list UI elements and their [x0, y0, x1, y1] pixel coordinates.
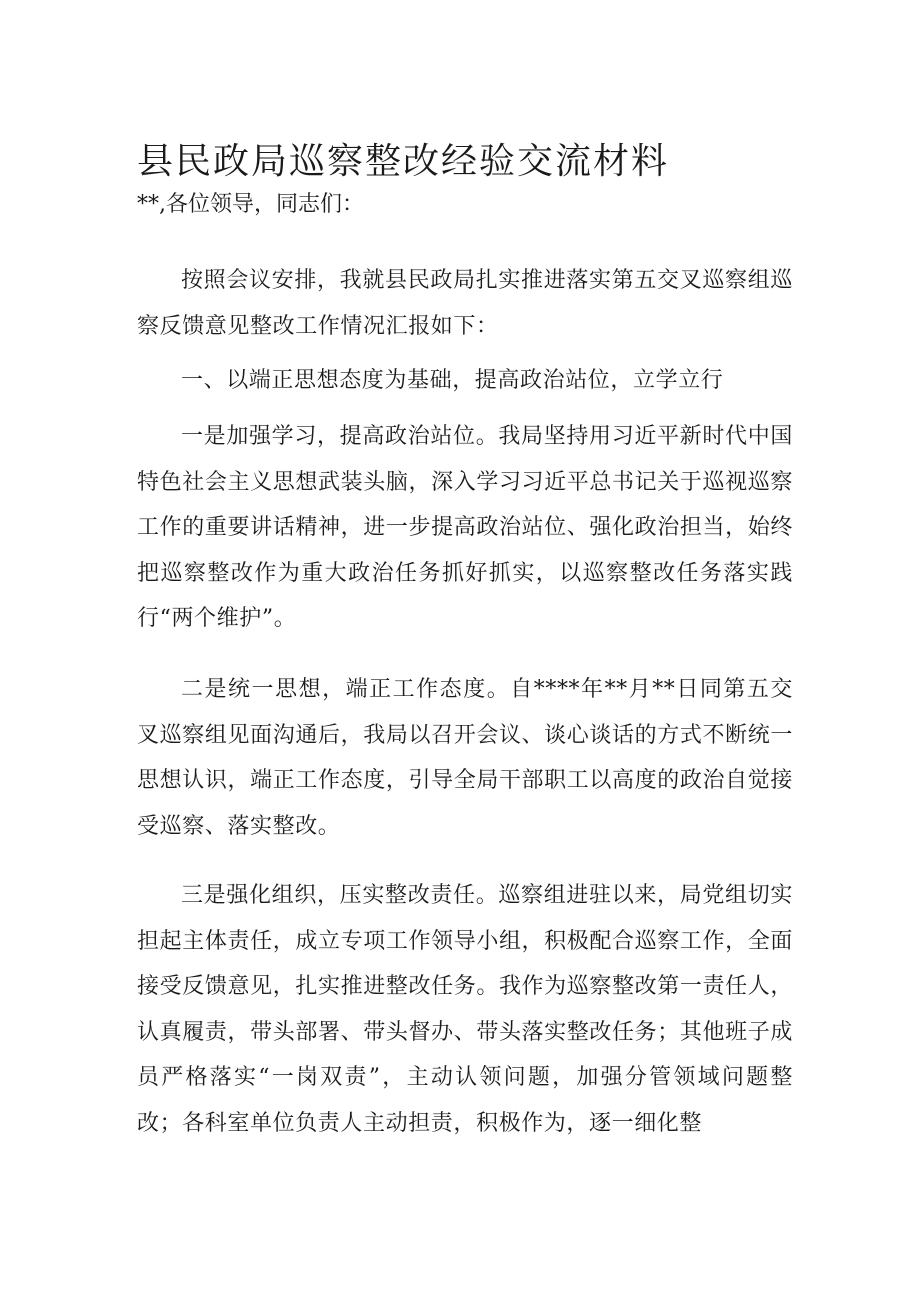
paragraph-organization: 三是强化组织，压实整改责任。巡察组进驻以来，局党组切实担起主体责任，成立专项工作领导小组，积极配合巡察工作，全面接受反馈意见，扎实推进整改任务。我作为巡察整改第一责任人，认真履责，带头部署、带头督办、带头落实整改任务；其他班子成员严格落实“一岗双责”，主动认领问题，加强分管领域问题整改；各科室单位负责人主动担责，积极作为，逐一细化整 [137, 883, 793, 1136]
paragraph-unify-thinking: 二是统一思想，端正工作态度。自****年**月**日同第五交叉巡察组见面沟通后，我局以召开会议、谈心谈话的方式不断统一思想认识，端正工作态度，引导全局干部职工以高度的政治自觉接受巡察、落实整改。 [137, 677, 793, 839]
document-title: 县民政局巡察整改经验交流材料 [137, 141, 670, 182]
greeting: **,各位领导，同志们： [137, 192, 364, 217]
paragraph-study: 一是加强学习，提高政治站位。我局坚持用习近平新时代中国特色社会主义思想武装头脑，深入学习习近平总书记关于巡视巡察工作的重要讲话精神，进一步提高政治站位、强化政治担当，始终把巡察整改作为重大政治任务抓好抓实，以巡察整改任务落实践行“两个维护”。 [137, 424, 793, 631]
paragraph-intro: 按照会议安排，我就县民政局扎实推进落实第五交叉巡察组巡察反馈意见整改工作情况汇报如下： [137, 268, 793, 339]
section-heading-1: 一、以端正思想态度为基础，提高政治站位，立学立行 [181, 368, 724, 393]
